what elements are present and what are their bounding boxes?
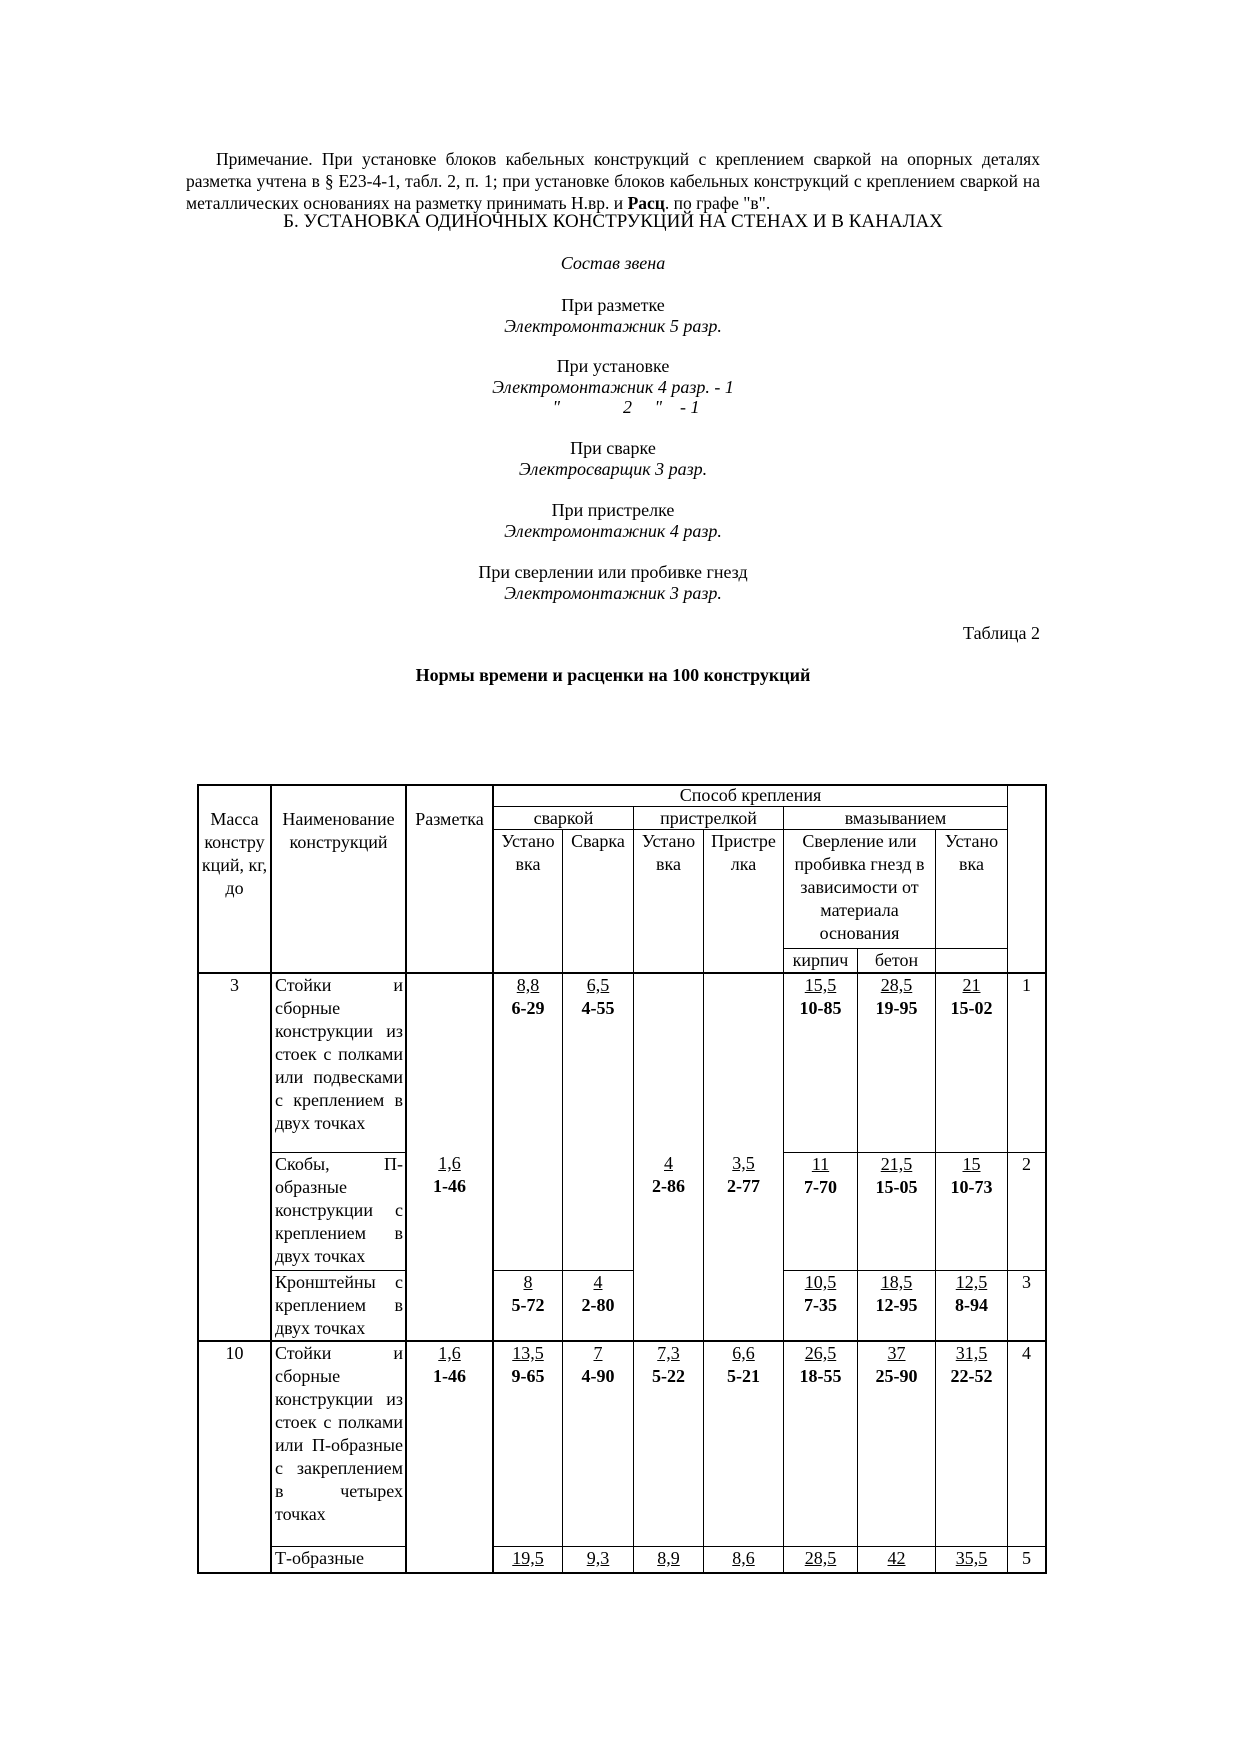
row-4-concrete (858, 1342, 935, 1388)
rate-value: 10-85 (799, 998, 842, 1018)
rate-value: 22-52 (950, 1366, 993, 1386)
crew-group-install-heading: При установке (556, 356, 670, 376)
crew-group-drilling-heading: При сверлении или пробивке гнезд (478, 562, 748, 582)
norm-value: 15,5 (804, 975, 837, 995)
row-1-name: Стойки и сборные конструкции из стоек с полками или подвесками с креплением в двух точках (275, 975, 403, 1133)
norm-value: 10,5 (804, 1272, 837, 1292)
rate-value: 7-70 (804, 1177, 837, 1197)
rate-value: 15-05 (875, 1177, 918, 1197)
row-4-weld (563, 1342, 633, 1388)
divider (1007, 784, 1008, 1574)
row-5-install-cement: 35,5 (955, 1548, 988, 1568)
row-2-concrete (858, 1153, 935, 1199)
norm-value: 7,3 (657, 1343, 680, 1363)
divider (492, 784, 494, 1574)
header-brick: кирпич (792, 950, 849, 970)
crew-title: Состав звена (560, 253, 666, 273)
header-cementing: вмазыванием (844, 808, 947, 828)
norm-value: 6,6 (732, 1343, 755, 1363)
norm-value: 8 (523, 1272, 533, 1292)
rate-value: 8-94 (955, 1295, 988, 1315)
norm-value: 37 (887, 1343, 906, 1363)
row-4-shoot-install (634, 1342, 703, 1388)
crew-group-welding-heading: При сварке (570, 438, 656, 458)
header-weld: Сварка (571, 831, 625, 851)
header-install-weld: Устано вка (501, 831, 555, 874)
table-label: Таблица 2 (963, 623, 1040, 643)
table-border-bottom (197, 1572, 1047, 1574)
row-3-install-weld (494, 1271, 562, 1317)
row-2-number: 2 (1022, 1154, 1031, 1174)
rate-value: 9-65 (511, 1366, 545, 1386)
crew-group-marking-line: Электромонтажник 5 разр. (504, 316, 722, 336)
norm-value: 26,5 (804, 1343, 837, 1363)
norm-value: 3,5 (732, 1153, 755, 1173)
rate-value: 19-95 (875, 998, 918, 1018)
rate-value: 2-80 (581, 1295, 615, 1315)
row-4-shoot (704, 1342, 783, 1388)
header-mass: Масса констру кций, кг, до (201, 809, 268, 898)
row-4-brick (784, 1342, 857, 1388)
norm-value: 31,5 (955, 1343, 988, 1363)
row-3-weld (563, 1271, 633, 1317)
norm-value: 18,5 (880, 1272, 913, 1292)
divider (703, 829, 704, 1574)
crew-group-install-line-2: " 2 " - 1 (552, 397, 700, 417)
rate-value: 6-29 (511, 998, 545, 1018)
norm-value: 1,6 (438, 1153, 461, 1173)
crew-group-install-line-1: Электромонтажник 4 разр. - 1 (492, 377, 734, 397)
norm-value: 21,5 (880, 1154, 913, 1174)
norm-value: 1,6 (438, 1343, 461, 1363)
crew-group-shooting-heading: При пристрелке (551, 500, 675, 520)
row-3-concrete (858, 1271, 935, 1317)
rate-value: 2-86 (652, 1176, 685, 1196)
header-welding: сваркой (533, 808, 594, 828)
shoot-cell (704, 1152, 783, 1198)
table-border-right (1045, 784, 1047, 1574)
rate-value: 1-46 (433, 1366, 466, 1386)
rate-value: 12-95 (875, 1295, 918, 1315)
row-5-shoot: 8,6 (732, 1548, 755, 1568)
row-4-marking (407, 1342, 492, 1388)
norm-value: 8,8 (516, 975, 540, 995)
row-1-number: 1 (1022, 975, 1031, 995)
row-5-name: Т-образные (275, 1548, 364, 1568)
norm-value: 4 (664, 1153, 673, 1173)
rate-value: 18-55 (799, 1366, 842, 1386)
rate-value: 4-90 (581, 1366, 615, 1386)
header-shooting: пристрелкой (660, 808, 757, 828)
header-name: Наименование конструкций (282, 809, 395, 852)
row-2-name: Скобы, П-образные конструкции с креплением в двух точках (275, 1154, 403, 1266)
mass-value: 10 (225, 1343, 244, 1363)
rate-value: 25-90 (875, 1366, 918, 1386)
norm-value: 11 (811, 1154, 830, 1174)
mass-value: 3 (230, 975, 239, 995)
rate-value: 5-22 (652, 1366, 685, 1386)
header-method: Способ крепления (679, 785, 822, 805)
note-text: Примечание. При установке блоков кабельных конструкций с креплением сваркой на опорных деталях разметка учтена в § Е23-4-1, табл. 2, п. 1; при установке блоков кабельных конструкций с креплением сваркой на металлических основаниях на разметку принимать Н.вр. и (186, 149, 1040, 213)
row-5-weld: 9,3 (586, 1548, 610, 1568)
header-install-cement: Устано вка (944, 831, 999, 874)
row-5-install-weld: 19,5 (512, 1548, 544, 1568)
norm-value: 12,5 (955, 1272, 988, 1292)
row-5-concrete: 42 (887, 1548, 906, 1568)
crew-group-shooting-line: Электромонтажник 4 разр. (504, 521, 722, 541)
row-4-number: 4 (1022, 1343, 1031, 1363)
row-1-brick (784, 974, 857, 1020)
row-1-install-cement (936, 974, 1007, 1020)
row-3-name: Кронштейны с креплением в двух точках (275, 1272, 403, 1338)
rate-value: 4-55 (581, 998, 615, 1018)
divider (857, 948, 858, 1574)
row-5-brick: 28,5 (804, 1548, 837, 1568)
norm-value: 28,5 (880, 975, 913, 995)
row-3-number: 3 (1022, 1272, 1031, 1292)
table-border-left (197, 784, 199, 1574)
row-3-install-cement (936, 1271, 1007, 1317)
row-5-number: 5 (1022, 1548, 1031, 1568)
row-1-concrete (858, 974, 935, 1020)
note-bold-term: Расц (627, 193, 665, 213)
row-4-install-cement (936, 1342, 1007, 1388)
norm-value: 21 (962, 975, 981, 995)
crew-group-welding-line: Электросварщик 3 разр. (518, 459, 708, 479)
marking-cell (407, 1152, 492, 1198)
header-install-shoot: Устано вка (641, 831, 696, 874)
note-paragraph (186, 148, 1040, 214)
rate-value: 15-02 (950, 998, 993, 1018)
row-4-install-weld (494, 1342, 562, 1388)
norm-value: 7 (593, 1343, 603, 1363)
row-4-name: Стойки и сборные конструкции из стоек с полками или П-образные с закреплением в четырех точках (275, 1343, 403, 1524)
note-text-end: . по графе "в". (664, 193, 771, 213)
row-1-install-weld (494, 974, 562, 1020)
row-3-brick (784, 1271, 857, 1317)
header-marking: Разметка (415, 809, 484, 829)
divider (935, 829, 936, 1574)
table-title: Нормы времени и расценки на 100 конструкций (415, 665, 811, 685)
section-title: Б. УСТАНОВКА ОДИНОЧНЫХ КОНСТРУКЦИЙ НА СТЕНАХ И В КАНАЛАХ (283, 211, 943, 232)
rate-value: 1-46 (433, 1176, 466, 1196)
norm-value: 13,5 (512, 1343, 544, 1363)
rate-value: 2-77 (727, 1176, 760, 1196)
row-2-install-cement (936, 1153, 1007, 1199)
rate-value: 10-73 (950, 1177, 993, 1197)
header-concrete: бетон (874, 950, 919, 970)
crew-group-marking-heading: При разметке (561, 295, 665, 315)
header-shoot: Пристре лка (711, 831, 776, 874)
rate-value: 7-35 (804, 1295, 837, 1315)
rate-value: 5-21 (727, 1366, 760, 1386)
header-drilling: Сверление или пробивка гнезд в зависимости от материала основания (794, 831, 925, 943)
norm-value: 15 (962, 1154, 981, 1174)
row-1-weld (563, 974, 633, 1020)
shoot-install-cell (634, 1152, 703, 1198)
row-2-brick (784, 1153, 857, 1199)
norm-value: 6,5 (586, 975, 610, 995)
divider (562, 829, 563, 1574)
crew-group-drilling-line: Электромонтажник 3 разр. (504, 583, 722, 603)
row-5-shoot-install: 8,9 (657, 1548, 680, 1568)
norm-value: 4 (593, 1272, 603, 1292)
rate-value: 5-72 (511, 1295, 545, 1315)
